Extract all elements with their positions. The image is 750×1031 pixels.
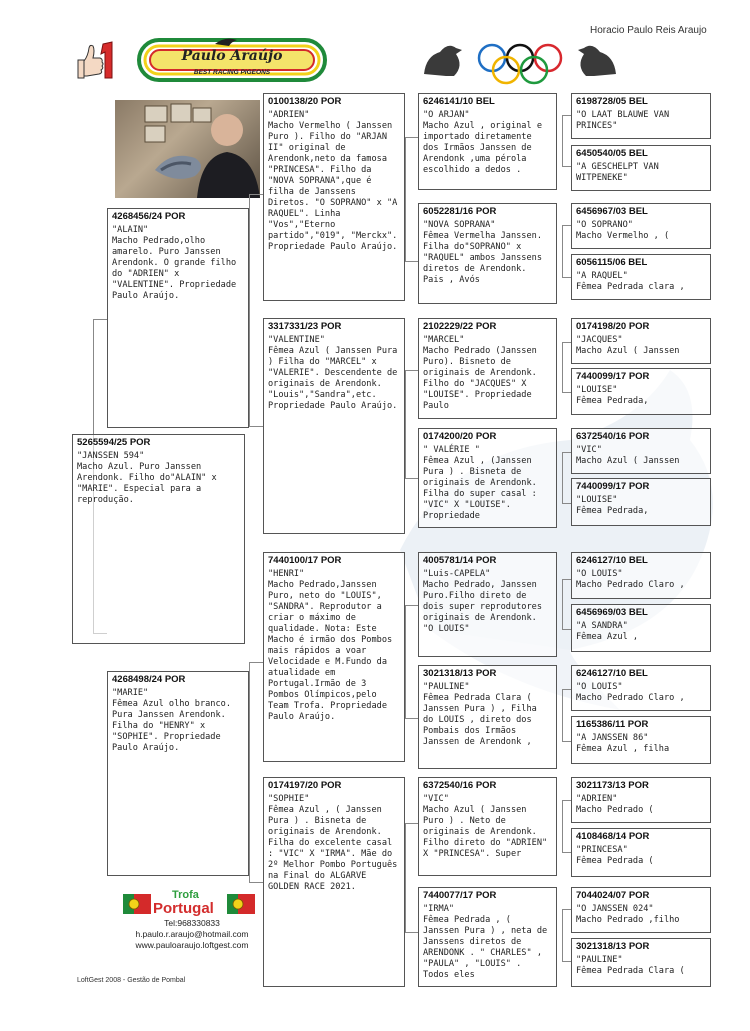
connector-line xyxy=(562,629,571,630)
connector-line xyxy=(249,662,263,663)
pedigree-card-gen2-4[interactable] xyxy=(263,777,405,987)
pigeon-description: "PRINCESA" Fêmea Pedrada ( xyxy=(576,845,654,866)
connector-line xyxy=(562,452,563,503)
pedigree-card-gen4-8[interactable] xyxy=(571,478,711,526)
logo-subtitle: BEST RACING PIGEONS xyxy=(193,69,271,76)
connector-line xyxy=(405,370,406,478)
pedigree-card-gen4-10[interactable] xyxy=(571,604,711,652)
connector-line xyxy=(562,277,571,278)
pigeon-description: "A RAQUEL" Fêmea Pedrada clara , xyxy=(576,271,685,292)
ring-number: 4108468/14 POR xyxy=(576,831,650,842)
pedigree-card-gen2-1[interactable] xyxy=(263,93,405,301)
pigeon-description: "O SOPRANO" Macho Vermelho , ( xyxy=(576,220,670,241)
connector-line xyxy=(562,342,563,392)
ring-number: 6198728/05 BEL xyxy=(576,96,648,107)
ring-number: 6052281/16 POR xyxy=(423,206,497,217)
pedigree-card-gen2-2[interactable] xyxy=(263,318,405,534)
connector-line xyxy=(562,225,571,226)
connector-line xyxy=(405,605,406,718)
ring-number: 6246127/10 BEL xyxy=(576,555,648,566)
pigeon-description: "O LAAT BLAUWE VAN PRINCES" xyxy=(576,110,675,131)
pigeon-description: "LOUISE" Fêmea Pedrada, xyxy=(576,495,649,516)
connector-line xyxy=(249,194,250,426)
pedigree-card-gen4-1[interactable] xyxy=(571,93,711,139)
connector-line xyxy=(562,166,571,167)
pigeon-description: "MARIE" Fêmea Azul olho branco. Pura Janssen Arendonk. Filha do "HENRY" x "SOPHIE". Propriedade Paulo Araújo. xyxy=(112,688,231,753)
connector-line xyxy=(405,137,406,261)
ring-number: 3021173/13 POR xyxy=(576,780,649,791)
connector-line xyxy=(405,370,418,371)
ring-number: 6246127/10 BEL xyxy=(576,668,648,679)
ring-number: 7440099/17 POR xyxy=(576,481,650,492)
ring-number: 6246141/10 BEL xyxy=(423,96,495,107)
contact-block xyxy=(122,918,262,951)
connector-line xyxy=(562,342,571,343)
pedigree-card-gen4-9[interactable] xyxy=(571,552,711,599)
ring-number: 3021318/13 POR xyxy=(576,941,650,952)
connector-line xyxy=(562,689,571,690)
pigeon-description: "IRMA" Fêmea Pedrada , ( Janssen Pura ) , neta de Janssens diretos de ARENDONK . " CHARLES" , "PAULA" , "LOUIS" . Todos eles xyxy=(423,904,548,980)
connector-line xyxy=(405,823,406,932)
pedigree-card-gen3-4[interactable] xyxy=(418,428,557,528)
portugal-flag-right-icon xyxy=(227,894,255,914)
connector-line xyxy=(405,932,418,933)
ring-number: 6372540/16 POR xyxy=(423,780,497,791)
pedigree-card-gen4-4[interactable] xyxy=(571,254,711,300)
connector-line xyxy=(405,823,418,824)
pedigree-card-gen4-15[interactable] xyxy=(571,887,711,933)
connector-line xyxy=(562,115,563,166)
pedigree-card-gen3-2[interactable] xyxy=(418,203,557,304)
pigeon-description: "ADRIEN" Macho Pedrado ( xyxy=(576,794,654,815)
pigeon-description: "A JANSSEN 86" Fêmea Azul , filha xyxy=(576,733,670,754)
contact-website[interactable]: www.pauloaraujo.loftgest.com xyxy=(135,940,249,950)
ring-number: 1165386/11 POR xyxy=(576,719,649,730)
pedigree-card-gen3-6[interactable] xyxy=(418,665,557,769)
pedigree-card-gen4-13[interactable] xyxy=(571,777,711,823)
connector-line xyxy=(562,579,571,580)
connector-line xyxy=(562,800,563,852)
pigeon-description: "NOVA SOPRANA" Fêmea Vermelha Janssen. Filha do"SOPRANO" x "RAQUEL" ambos Janssens diretos de Arendonk. Pais , Avós xyxy=(423,220,542,285)
connector-line xyxy=(562,452,571,453)
ring-number: 0174197/20 POR xyxy=(268,780,342,791)
logo-title: Paulo Araújo xyxy=(181,48,283,64)
ring-number: 7440099/17 POR xyxy=(576,371,650,382)
connector-line xyxy=(562,961,571,962)
ring-number: 3317331/23 POR xyxy=(268,321,342,332)
pigeon-description: "JANSSEN 594" Macho Azul. Puro Janssen Arendonk. Filho do"ALAIN" x "MARIE". Especial para a reprodução. xyxy=(77,451,217,505)
ring-number: 5265594/25 POR xyxy=(77,437,151,448)
pedigree-card-gen4-12[interactable] xyxy=(571,716,711,764)
connector-line xyxy=(405,137,418,138)
pedigree-card-gen4-7[interactable] xyxy=(571,428,711,474)
number-one-thumbs-up-icon xyxy=(72,40,120,82)
connector-line xyxy=(562,909,563,961)
ring-number: 2102229/22 POR xyxy=(423,321,497,332)
pigeon-description: "PAULINE" Fêmea Pedrada Clara ( Janssen Pura ) , Filha do LOUIS , direto dos Pombais dos Irmãos Janssen de Arendonk , xyxy=(423,682,537,747)
connector-line xyxy=(562,115,571,116)
pigeon-description: "MARCEL" Macho Pedrado (Janssen Puro). Bisneto de originais de Arendonk. Filho do "JACQUES" X "LOUISE". Propriedade Paulo xyxy=(423,335,537,411)
connector-line xyxy=(562,579,563,629)
ring-number: 7440100/17 POR xyxy=(268,555,342,566)
connector-line xyxy=(562,909,571,910)
pigeon-description: "A GESCHELPT VAN WITPENEKE" xyxy=(576,162,664,183)
portugal-label: Portugal xyxy=(153,900,214,917)
ring-number: 7044024/07 POR xyxy=(576,890,650,901)
pedigree-card-gen4-16[interactable] xyxy=(571,938,711,987)
connector-line xyxy=(562,741,571,742)
connector-line xyxy=(562,225,563,277)
pedigree-card-gen3-5[interactable] xyxy=(418,552,557,657)
portugal-flag-left-icon xyxy=(123,894,151,914)
ring-number: 4005781/14 POR xyxy=(423,555,497,566)
pedigree-card-sire[interactable] xyxy=(107,208,249,428)
pedigree-card-gen4-11[interactable] xyxy=(571,665,711,711)
connector-line xyxy=(93,319,107,320)
pigeon-description: "O ARJAN" Macho Azul , original e importado diretamente dos Irmãos Janssen de Arendonk ,uma pérola escolhido a dedos . xyxy=(423,110,542,175)
pigeon-description: "ADRIEN" Macho Vermelho ( Janssen Puro ). Filho do "ARJAN II" original de Arendonk,neto da famosa "PRINCESA". Filho da "NOVA SOPRANA",que é filha de Janssens Diretos. "O SOPRANO" x "A RAQUEL". Linha "Vos","Eterno partido","019", "Merckx". Propriedade Paulo Araújo. xyxy=(268,110,398,252)
ring-number: 7440077/17 POR xyxy=(423,890,497,901)
connector-line xyxy=(562,392,571,393)
pedigree-card-gen4-2[interactable] xyxy=(571,145,711,191)
pigeon-description: "A SANDRA" Fêmea Azul , xyxy=(576,621,639,642)
ring-number: 6056115/06 BEL xyxy=(576,257,648,268)
pigeon-description: "JACQUES" Macho Azul ( Janssen xyxy=(576,335,680,356)
pigeon-description: "VIC" Macho Azul ( Janssen xyxy=(576,445,680,466)
pedigree-card-subject[interactable] xyxy=(72,434,245,644)
connector-line xyxy=(405,718,418,719)
pedigree-card-gen4-3[interactable] xyxy=(571,203,711,249)
trofa-label: Trofa xyxy=(172,889,199,901)
connector-line xyxy=(249,426,263,427)
pigeon-description: "O LOUIS" Macho Pedrado Claro , xyxy=(576,569,685,590)
connector-line xyxy=(562,852,571,853)
connector-line xyxy=(249,194,263,195)
connector-line xyxy=(405,478,418,479)
pigeon-description: "VALENTINE" Fêmea Azul ( Janssen Pura ) Filha do "MARCEL" x "VALERIE". Descendente de originais de Arendonk. "Louis","Sandra",etc. Propriedade Paulo Araújo. xyxy=(268,335,398,411)
connector-line xyxy=(562,800,571,801)
pigeon-description: "PAULINE" Fêmea Pedrada Clara ( xyxy=(576,955,685,976)
pedigree-card-gen3-7[interactable] xyxy=(418,777,557,876)
pigeon-description: "O JANSSEN 024" Macho Pedrado ,filho xyxy=(576,904,680,925)
author-name: Horacio Paulo Reis Araujo xyxy=(590,25,707,36)
pedigree-card-gen3-3[interactable] xyxy=(418,318,557,419)
contact-phone: Tel:968330833 xyxy=(164,918,220,928)
pedigree-card-gen4-6[interactable] xyxy=(571,368,711,415)
ring-number: 3021318/13 POR xyxy=(423,668,497,679)
pigeon-description: " VALÉRIE " Fêmea Azul , (Janssen Pura ) . Bisneta de originais de Arendonk. Filha do super casal : "VIC" X "LOUISE". Propriedade xyxy=(423,445,537,521)
pedigree-card-gen4-5[interactable] xyxy=(571,318,711,364)
pigeon-description: "LOUISE" Fêmea Pedrada, xyxy=(576,385,649,406)
ring-number: 6456967/03 BEL xyxy=(576,206,648,217)
pigeon-description: "O LOUIS" Macho Pedrado Claro , xyxy=(576,682,685,703)
contact-email[interactable]: h.paulo.r.araujo@hotmail.com xyxy=(135,929,249,939)
pigeon-description: "SOPHIE" Fêmea Azul , ( Janssen Pura ) . Bisneta de originais de Arendonk. Filha do excelente casal : "VIC" X "IRMA". Mãe do 2º Melhor Pombo Português na Final do ALGARVE GOLDEN RACE 2021. xyxy=(268,794,398,892)
connector-line xyxy=(562,689,563,741)
connector-line xyxy=(249,662,250,882)
ring-number: 4268456/24 POR xyxy=(112,211,186,222)
ring-number: 0100138/20 POR xyxy=(268,96,342,107)
olympic-rings-pigeons-emblem xyxy=(420,36,620,86)
ring-number: 0174198/20 POR xyxy=(576,321,650,332)
pedigree-card-gen2-3[interactable] xyxy=(263,552,405,762)
pigeon-description: "HENRI" Macho Pedrado,Janssen Puro, neto do "LOUIS", "SANDRA". Reprodutor a criar o máximo de qualidade. Nota: Este Macho é irmão dos Pombos mais rápidos a voar Velocidade e M.Fundo da atualidade em Portugal.Irmão de 3 Pombos Olímpicos,pelo Team Trofa. Propriedade Paulo Araújo. xyxy=(268,569,393,722)
paulo-araujo-logo xyxy=(137,34,327,84)
pigeon-description: "Luis-CAPELA" Macho Pedrado, Janssen Puro.Filho direto de dois super reprodutores originais de Arendonk. "O LOUIS" xyxy=(423,569,542,634)
pedigree-card-gen3-1[interactable] xyxy=(418,93,557,190)
ring-number: 6456969/03 BEL xyxy=(576,607,648,618)
footer-software: LoftGest 2008 - Gestão de Pombal xyxy=(77,977,186,984)
ring-number: 6450540/05 BEL xyxy=(576,148,648,159)
pigeon-description: "VIC" Macho Azul ( Janssen Puro ) . Neto de originais de Arendonk. Filho direto do "ADRIEN" X "PRINCESA". Super xyxy=(423,794,548,859)
ring-number: 6372540/16 POR xyxy=(576,431,650,442)
ring-number: 4268498/24 POR xyxy=(112,674,186,685)
connector-line xyxy=(562,503,571,504)
pedigree-card-gen3-8[interactable] xyxy=(418,887,557,987)
pigeon-description: "ALAIN" Macho Pedrado,olho amarelo. Puro Janssen Arendonk. O grande filho do "ADRIEN" x "VALENTINE". Propriedade Paulo Araújo. xyxy=(112,225,237,301)
pedigree-card-gen4-14[interactable] xyxy=(571,828,711,877)
connector-line xyxy=(405,605,418,606)
connector-line xyxy=(249,882,263,883)
breeder-photo xyxy=(115,100,260,198)
pedigree-card-dam[interactable] xyxy=(107,671,249,876)
connector-line xyxy=(405,261,418,262)
ring-number: 0174200/20 POR xyxy=(423,431,497,442)
